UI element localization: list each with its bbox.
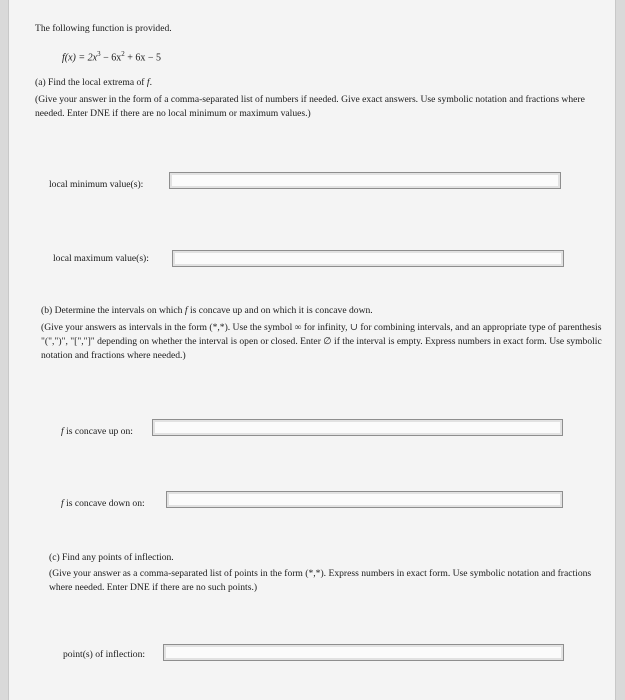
part-b-title-f: f — [184, 305, 188, 316]
inflection-input[interactable] — [163, 644, 564, 661]
concave-down-text: is concave down on: — [63, 498, 145, 509]
part-b-title-prefix: (b) Determine the intervals on which — [41, 305, 185, 316]
question-page — [8, 0, 616, 700]
part-a-title-prefix: (a) Find the local extrema of — [35, 77, 147, 88]
part-c-instructions: (Give your answer as a comma-separated list of points in the form (*,*). Express numbers in exact form. Use symbolic notation and fractions where needed. Enter DNE if there are no such points.) — [49, 568, 592, 593]
part-b-title-suffix: is concave up and on which it is concave down. — [187, 305, 373, 316]
function-equation — [62, 47, 161, 65]
part-a-title-f: f — [146, 77, 150, 88]
intro-text: The following function is provided. — [35, 23, 172, 34]
concave-up-label — [61, 425, 133, 439]
part-b-instructions: (Give your answers as intervals in the form (*,*). Use the symbol ∞ for infinity, ∪ for combining intervals, and an appropriate type of parenthesis "(",")", "[","]" depending on whether the interval is open or closed. Enter ∅ if the interval is empty. Express numbers in exact form. Use symbolic notation and fractions where needed.) — [41, 322, 602, 361]
concave-up-f: f — [61, 426, 64, 437]
part-a-title — [35, 76, 152, 90]
function-mid: − 6x — [100, 52, 122, 64]
concave-up-text: is concave up on: — [63, 426, 133, 437]
function-lhs: f(x) = 2x — [62, 52, 98, 64]
concave-up-input[interactable] — [152, 419, 563, 436]
function-exp1: 3 — [97, 50, 101, 58]
local-min-input[interactable] — [169, 172, 561, 189]
part-a-title-suffix: . — [149, 77, 152, 88]
concave-down-input[interactable] — [166, 491, 563, 508]
part-a-instructions: (Give your answer in the form of a comma-separated list of numbers if needed. Give exact answers. Use symbolic notation and fractions where needed. Enter DNE if there are no local minimum or maximum values.) — [35, 94, 585, 119]
part-c-title: (c) Find any points of inflection. — [49, 552, 174, 563]
local-min-label: local minimum value(s): — [49, 179, 144, 190]
function-rhs: + 6x − 5 — [124, 52, 161, 64]
local-max-label: local maximum value(s): — [53, 253, 149, 264]
concave-down-f: f — [61, 498, 64, 509]
local-max-input[interactable] — [172, 250, 564, 267]
part-b-title — [41, 304, 373, 318]
function-exp2: 2 — [121, 50, 125, 58]
concave-down-label — [61, 497, 145, 511]
inflection-label: point(s) of inflection: — [63, 649, 146, 660]
